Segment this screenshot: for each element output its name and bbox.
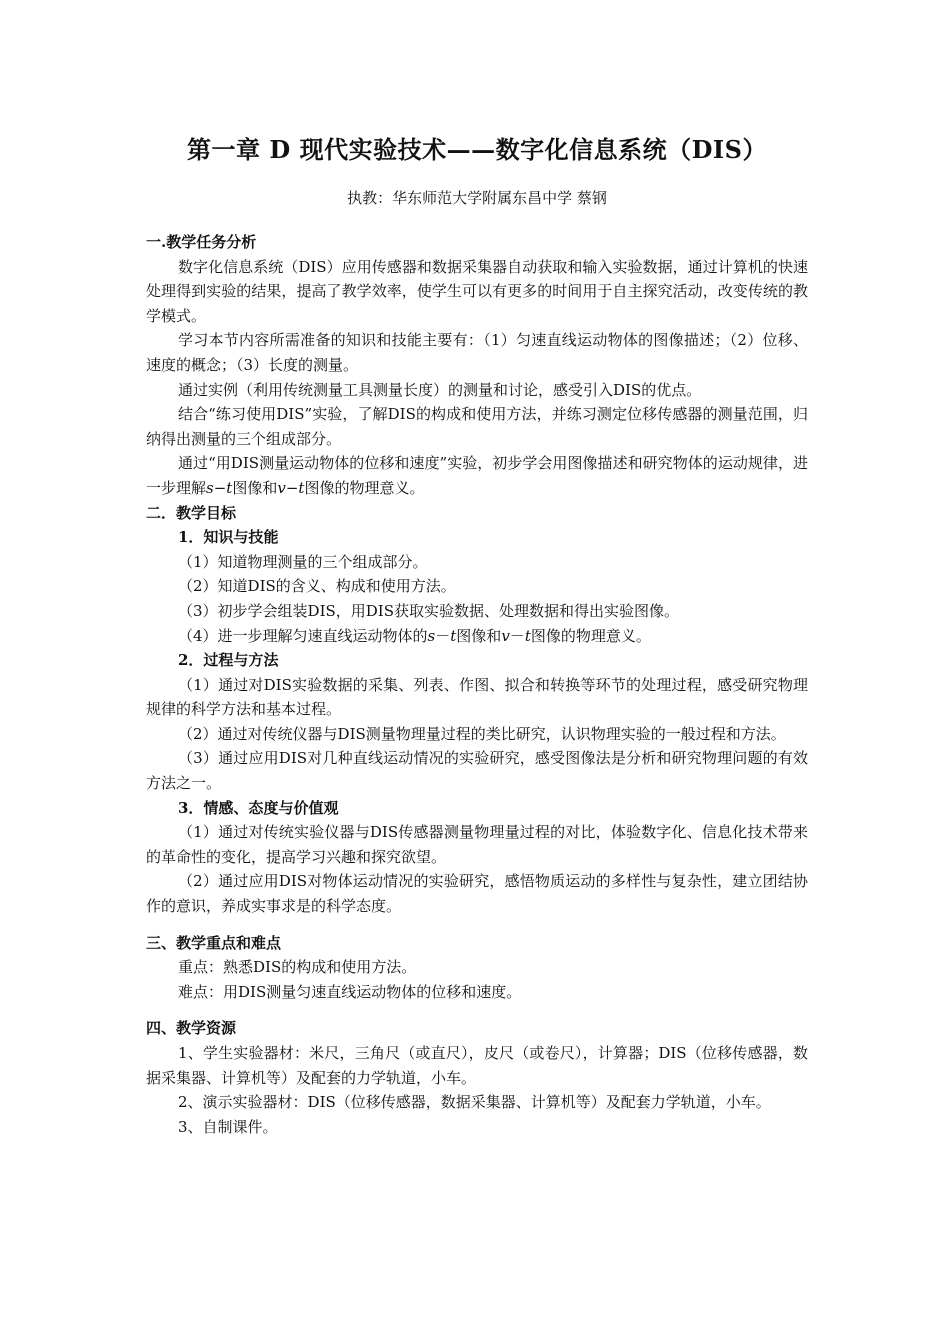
symbol-s: s bbox=[206, 478, 214, 497]
section-heading-key-points: 三、教学重点和难点 bbox=[146, 933, 282, 952]
list-item: （3）通过应用DIS对几种直线运动情况的实验研究，感受图像法是分析和研究物理问题的有效方法之一。 bbox=[146, 749, 808, 793]
text-span: 图像的物理意义。 bbox=[304, 478, 425, 497]
symbol-t: t bbox=[226, 478, 233, 497]
list-item: （2）知道DIS的含义、构成和使用方法。 bbox=[178, 577, 456, 596]
list-item: （3）初步学会组装DIS，用DIS获取实验数据、处理数据和得出实验图像。 bbox=[178, 601, 680, 620]
text-span: 图像和 bbox=[232, 478, 278, 497]
text-span: 图像的物理意义。 bbox=[530, 626, 651, 645]
symbol-s: s bbox=[427, 626, 436, 645]
list-item: （2）通过对传统仪器与DIS测量物理量过程的类比研究，认识物理实验的一般过程和方法。 bbox=[178, 724, 786, 743]
document-title: 第一章 D 现代实验技术——数字化信息系统（DIS） bbox=[187, 135, 767, 164]
paragraph: 学习本节内容所需准备的知识和技能主要有：（1）匀速直线运动物体的图像描述；（2）位移、速度的概念；（3）长度的测量。 bbox=[146, 331, 808, 374]
paragraph: 结合“练习使用DIS”实验，了解DIS的构成和使用方法，并练习测定位移传感器的测量范围，归纳得出测量的三个组成部分。 bbox=[146, 405, 808, 448]
dash: − bbox=[285, 478, 299, 497]
document-author: 执教：华东师范大学附属东昌中学 蔡钢 bbox=[347, 189, 607, 207]
list-item: 难点：用DIS测量匀速直线运动物体的位移和速度。 bbox=[178, 982, 522, 1001]
paragraph bbox=[146, 451, 808, 500]
paragraph: 数字化信息系统（DIS）应用传感器和数据采集器自动获取和输入实验数据，通过计算机的快速处理得到实验的结果，提高了教学效率，使学生可以有更多的时间用于自主探究活动，改变传统的教学模式。 bbox=[146, 257, 808, 325]
dash: − bbox=[213, 478, 227, 497]
symbol-t: t bbox=[450, 626, 457, 645]
section-heading-resources: 四、教学资源 bbox=[146, 1019, 237, 1038]
text-span: 通过“用DIS测量运动物体的位移和速度”实验，初步学会用图像描述和研究物体的运动规律，进一步理解 bbox=[146, 454, 808, 497]
dash: － bbox=[435, 626, 451, 645]
document-page bbox=[146, 128, 808, 1139]
dash: － bbox=[509, 626, 525, 645]
section-heading-task-analysis: 一.教学任务分析 bbox=[146, 233, 257, 251]
list-item: 重点：熟悉DIS的构成和使用方法。 bbox=[178, 958, 417, 977]
symbol-t: t bbox=[298, 478, 305, 497]
list-item: 2、演示实验器材：DIS（位移传感器，数据采集器、计算机等）及配套力学轨道，小车。 bbox=[178, 1093, 771, 1112]
list-item: 1、学生实验器材：米尺，三角尺（或直尺），皮尺（或卷尺），计算器；DIS（位移传感器，数据采集器、计算机等）及配套的力学轨道，小车。 bbox=[146, 1044, 808, 1087]
subheading-knowledge-skills: 1．知识与技能 bbox=[178, 528, 279, 547]
list-item: 3、自制课件。 bbox=[178, 1117, 278, 1136]
subheading-emotion-values: 3．情感、态度与价值观 bbox=[178, 798, 339, 817]
text-span: （4）进一步理解匀速直线运动物体的 bbox=[178, 626, 428, 645]
symbol-v: v bbox=[277, 478, 286, 497]
symbol-v: v bbox=[501, 626, 510, 645]
list-item: （2）通过应用DIS对物体运动情况的实验研究，感悟物质运动的多样性与复杂性，建立团结协作的意识，养成实事求是的科学态度。 bbox=[146, 872, 808, 916]
list-item: （1）通过对DIS实验数据的采集、列表、作图、拟合和转换等环节的处理过程，感受研究物理规律的科学方法和基本过程。 bbox=[146, 675, 808, 719]
symbol-t: t bbox=[524, 626, 531, 645]
list-item: （1）通过对传统实验仪器与DIS传感器测量物理量过程的对比，体验数字化、信息化技术带来的革命性的变化，提高学习兴趣和探究欲望。 bbox=[146, 823, 808, 866]
list-item bbox=[146, 624, 808, 649]
section-heading-objectives: 二．教学目标 bbox=[146, 503, 237, 522]
paragraph: 通过实例（利用传统测量工具测量长度）的测量和讨论，感受引入DIS的优点。 bbox=[178, 380, 702, 399]
subheading-process-methods: 2．过程与方法 bbox=[178, 651, 279, 670]
text-span: 图像和 bbox=[456, 626, 502, 645]
list-item: （1）知道物理测量的三个组成部分。 bbox=[178, 552, 428, 571]
